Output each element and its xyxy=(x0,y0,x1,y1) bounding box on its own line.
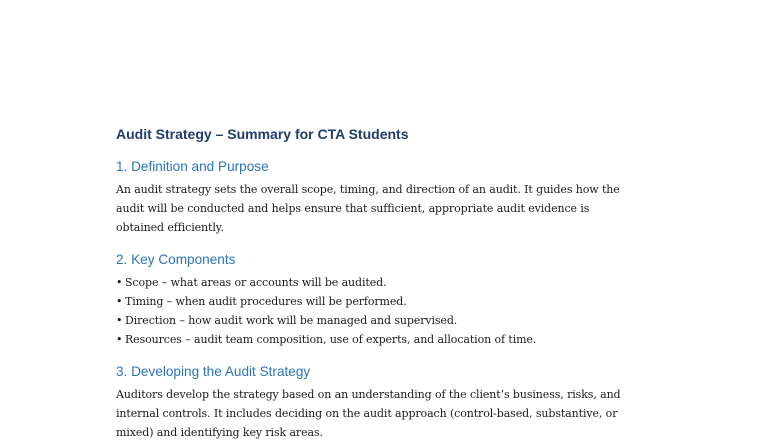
section-definition-and-purpose xyxy=(116,158,676,237)
list-item xyxy=(116,311,676,330)
section-heading: 1. Definition and Purpose xyxy=(116,159,269,174)
section-paragraph xyxy=(116,180,672,237)
paragraph-line: audit will be conducted and helps ensure that sufficient, appropriate audit evidence is xyxy=(116,202,590,215)
section-key-components xyxy=(116,251,676,349)
list-item-text: Timing – when audit procedures will be performed. xyxy=(125,295,407,308)
paragraph-line: An audit strategy sets the overall scope, timing, and direction of an audit. It guides how the xyxy=(116,183,620,196)
section-heading: 3. Developing the Audit Strategy xyxy=(116,364,311,379)
list-item-text: Scope – what areas or accounts will be audited. xyxy=(125,276,387,289)
list-item xyxy=(116,273,676,292)
list-item-text: Direction – how audit work will be managed and supervised. xyxy=(125,314,458,327)
section-developing-audit-strategy xyxy=(116,363,676,441)
section-paragraph xyxy=(116,385,672,441)
paragraph-line: Auditors develop the strategy based on an understanding of the client’s business, risks, and xyxy=(116,388,621,401)
bullet-list xyxy=(116,273,676,349)
list-item-text: Resources – audit team composition, use of experts, and allocation of time. xyxy=(125,333,537,346)
paragraph-line: mixed) and identifying key risk areas. xyxy=(116,426,323,439)
bullet-icon: • xyxy=(116,333,123,346)
paragraph-line: obtained efficiently. xyxy=(116,221,224,234)
list-item xyxy=(116,330,676,349)
document-body xyxy=(116,124,676,441)
bullet-icon: • xyxy=(116,314,123,327)
section-heading: 2. Key Components xyxy=(116,252,236,267)
paragraph-line: internal controls. It includes deciding on the audit approach (control-based, substantive, or xyxy=(116,407,618,420)
list-item xyxy=(116,292,676,311)
bullet-icon: • xyxy=(116,276,123,289)
bullet-icon: • xyxy=(116,295,123,308)
document-title: Audit Strategy – Summary for CTA Students xyxy=(116,126,409,142)
